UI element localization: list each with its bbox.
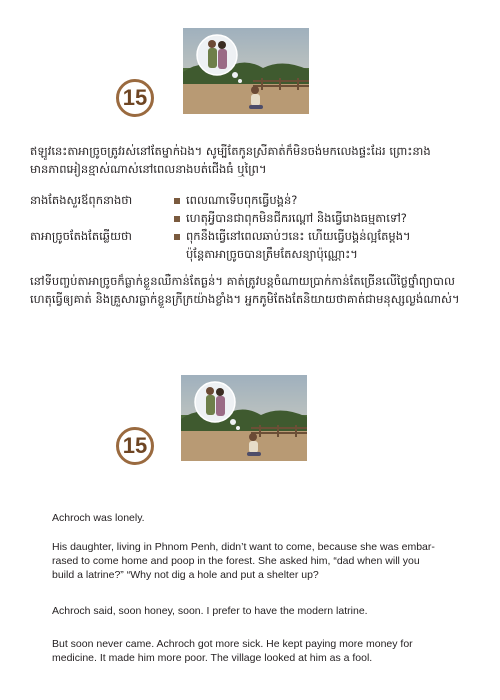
page-number-badge-top (116, 79, 154, 117)
dialogue-speaker-daughter: នាងតែងសួរឪពុកនាងថា (30, 193, 133, 207)
dialogue-line: ពុកនឹងធ្វើនៅពេលឆាប់ៗនេះ ហើយធ្វើបង្គន់ល្អតែម្ដង។ (174, 228, 411, 244)
dialogue-line: ពេលណាទើបពុកធ្វើបង្គន់? (174, 192, 297, 208)
page-number-bottom: 15 (122, 433, 148, 458)
dialogue-line: ហេតុអ្វីបានជាពុកមិនជីករណ្ដៅ និងធ្វើរោងធម្មតាទៅ? (174, 210, 407, 226)
page-number-top: 15 (122, 85, 148, 110)
illustration-photo-bottom (181, 375, 307, 461)
khmer-paragraph-1 (30, 142, 470, 178)
english-paragraph-2: His daughter, living in Phnom Penh, didn’t want to come, because she was embar- rased to come home and poop in the forest. She asked him, “dad when will you build a latrine?” “Why not dig a hole and put a shelter up? (52, 541, 435, 581)
bullet-icon (174, 198, 180, 204)
dialogue-speaker-achroch: តាអាច្រូចតែងតែឆ្លើយថា (30, 229, 132, 243)
khmer-line: ហេតុធ្វើឲ្យគាត់ និងគ្រួសារធ្លាក់ខ្លួនក្រីក្រយ៉ាងខ្លាំង។ អ្នកភូមិតែងតែនិយាយថាគាត់ជាមនុស្សល្ងង់ណាស់។ (30, 292, 460, 306)
bullet-icon (174, 216, 180, 222)
english-paragraph-3: Achroch said, soon honey, soon. I prefer to have the modern latrine. (52, 605, 368, 617)
page-number-badge-bottom (116, 427, 154, 465)
illustration-photo-top (183, 28, 309, 114)
dialogue-line: ប៉ុន្តែតាអាច្រូចបានត្រឹមតែសន្យាប៉ុណ្ណោះ។ (186, 247, 358, 261)
bullet-icon (174, 234, 180, 240)
khmer-line: មានភាពអៀនខ្មាស់ណាស់នៅពេលនាងបត់ជើងធំ ឬព្រៃ។ (30, 162, 267, 176)
english-paragraph-4: But soon never came. Achroch got more sick. He kept paying more money for medicine. It made him more poor. The village looked at him as a fool. (52, 638, 413, 664)
khmer-line: នៅទីបញ្ចប់តាអាច្រូចក៏ធ្លាក់ខ្លួនឈឺកាន់តែធ្ងន់។ គាត់ត្រូវបន្តចំណាយប្រាក់កាន់តែច្រើនលើថ្លៃថ្នាំព្យាបាល (30, 274, 455, 288)
english-paragraph-1: Achroch was lonely. (52, 512, 145, 524)
khmer-line: ឥឡូវនេះតាអាច្រូចត្រូវរស់នៅតែម្នាក់ឯង។ សូម្បីតែកូនស្រីគាត់ក៏មិនចង់មកលេងផ្ទះដែរ ព្រោះនាង (30, 144, 431, 158)
khmer-paragraph-2 (30, 272, 470, 308)
